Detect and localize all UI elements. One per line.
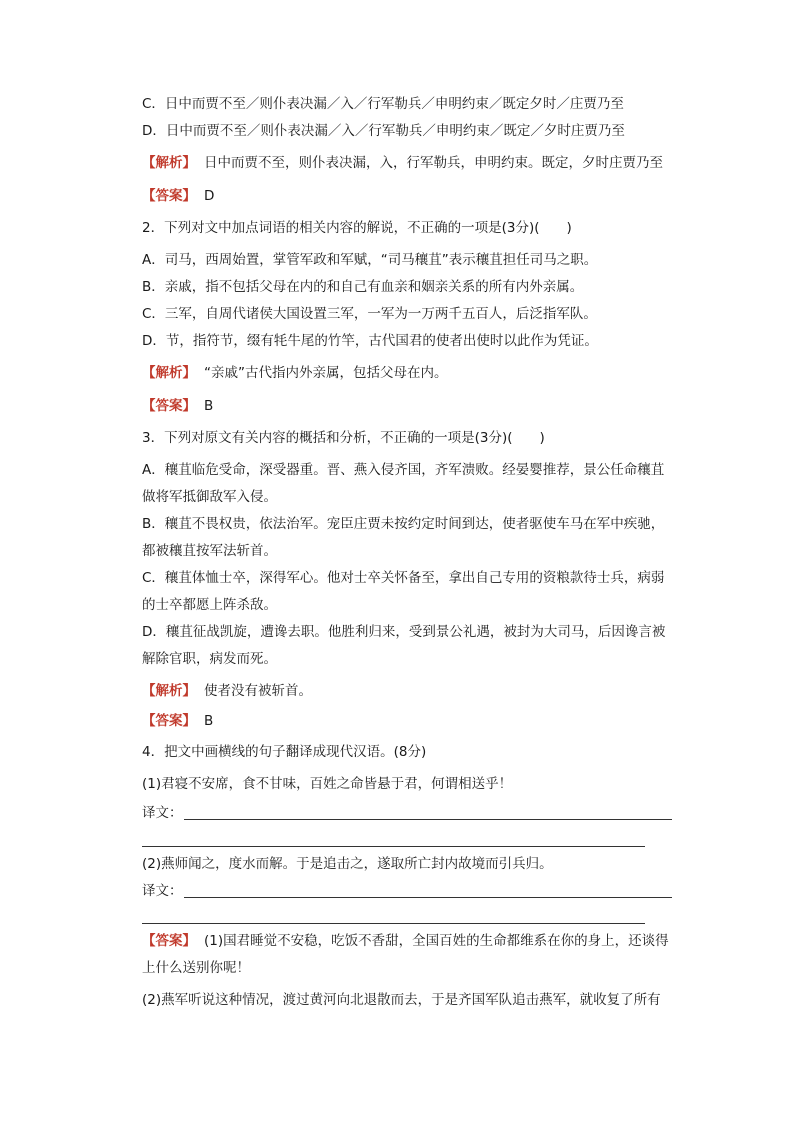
analysis-text: 使者没有被斩首。 [204, 683, 312, 699]
q1-answer [142, 186, 214, 206]
q3-option-a-line1: A．穰苴临危受命，深受器重。晋、燕入侵齐国，齐军溃败。经晏婴推荐，景公任命穰苴 [142, 462, 665, 478]
q4-translation-2-label: 译文： [142, 883, 183, 899]
q4-sentence-2: (2)燕师闻之，度水而解。于是追击之，遂取所亡封内故境而引兵归。 [142, 856, 553, 872]
q4-answer-line3: (2)燕军听说这种情况，渡过黄河向北退散而去，于是齐国军队追击燕军，就收复了所有 [142, 992, 661, 1008]
q3-option-a-line2: 做将军抵御敌军入侵。 [142, 489, 277, 505]
q3-option-c-line2: 的士卒都愿上阵杀敌。 [142, 597, 277, 613]
q3-answer [142, 711, 213, 731]
q2-analysis [142, 363, 448, 383]
answer-text: B [204, 398, 214, 414]
answer-text-1a: (1)国君睡觉不安稳，吃饭不香甜，全国百姓的生命都维系在你的身上，还谈得 [204, 933, 669, 949]
q3-option-d-line1: D．穰苴征战凯旋，遭谗去职。他胜利归来，受到景公礼遇，被封为大司马，后因谗言被 [142, 624, 666, 640]
q2-option-b: B．亲戚，指不包括父母在内的和自己有血亲和姻亲关系的所有内外亲属。 [142, 279, 584, 295]
analysis-text: “亲戚”古代指内外亲属，包括父母在内。 [204, 365, 448, 381]
q1-option-c: C．日中而贾不至／则仆表决漏／入／行军勒兵／申明约束／既定夕时／庄贾乃至 [142, 96, 624, 112]
q3-analysis [142, 681, 312, 701]
q4-stem: 4．把文中画横线的句子翻译成现代汉语。(8分) [142, 744, 427, 760]
q2-answer [142, 396, 213, 416]
q4-answer-line1 [142, 931, 669, 951]
translation-2-blank-line-1[interactable] [184, 897, 672, 898]
q2-option-d: D．节，指符节，缀有牦牛尾的竹竿，古代国君的使者出使时以此作为凭证。 [142, 333, 598, 349]
q3-stem: 3．下列对原文有关内容的概括和分析，不正确的一项是(3分)( ) [142, 430, 545, 446]
translation-2-blank-line-2[interactable] [142, 923, 645, 924]
analysis-tag: 【解析】 [142, 683, 196, 699]
q2-stem: 2．下列对文中加点词语的相关内容的解说，不正确的一项是(3分)( ) [142, 220, 572, 236]
translation-1-blank-line-1[interactable] [184, 819, 672, 820]
q4-sentence-1: (1)君寝不安席，食不甘味，百姓之命皆悬于君，何谓相送乎！ [142, 776, 513, 792]
q3-option-d-line2: 解除官职，病发而死。 [142, 651, 277, 667]
q1-option-d: D．日中而贾不至／则仆表决漏／入／行军勒兵／申明约束／既定／夕时庄贾乃至 [142, 123, 625, 139]
answer-tag: 【答案】 [142, 713, 196, 729]
answer-text: B [204, 713, 214, 729]
q3-option-b-line2: 都被穰苴按军法斩首。 [142, 543, 277, 559]
answer-tag: 【答案】 [142, 398, 196, 414]
analysis-tag: 【解析】 [142, 365, 196, 381]
analysis-tag: 【解析】 [142, 155, 196, 171]
q4-answer-line2: 上什么送别你呢！ [142, 960, 250, 976]
answer-tag: 【答案】 [142, 188, 196, 204]
q3-option-c-line1: C．穰苴体恤士卒，深得军心。他对士卒关怀备至，拿出自己专用的资粮款待士兵，病弱 [142, 570, 665, 586]
q2-option-c: C．三军，自周代诸侯大国设置三军，一军为一万两千五百人，后泛指军队。 [142, 306, 597, 322]
analysis-text: 日中而贾不至，则仆表决漏，入，行军勒兵，申明约束。既定，夕时庄贾乃至 [204, 155, 663, 171]
q1-analysis [142, 153, 663, 173]
translation-1-blank-line-2[interactable] [142, 846, 645, 847]
q3-option-b-line1: B．穰苴不畏权贵，依法治军。宠臣庄贾未按约定时间到达，使者驱使车马在军中疾驰， [142, 516, 665, 532]
answer-text: D [204, 188, 215, 204]
answer-tag: 【答案】 [142, 933, 196, 949]
q4-translation-1-label: 译文： [142, 805, 183, 821]
q2-option-a: A．司马，西周始置，掌管军政和军赋，“司马穰苴”表示穰苴担任司马之职。 [142, 252, 598, 268]
